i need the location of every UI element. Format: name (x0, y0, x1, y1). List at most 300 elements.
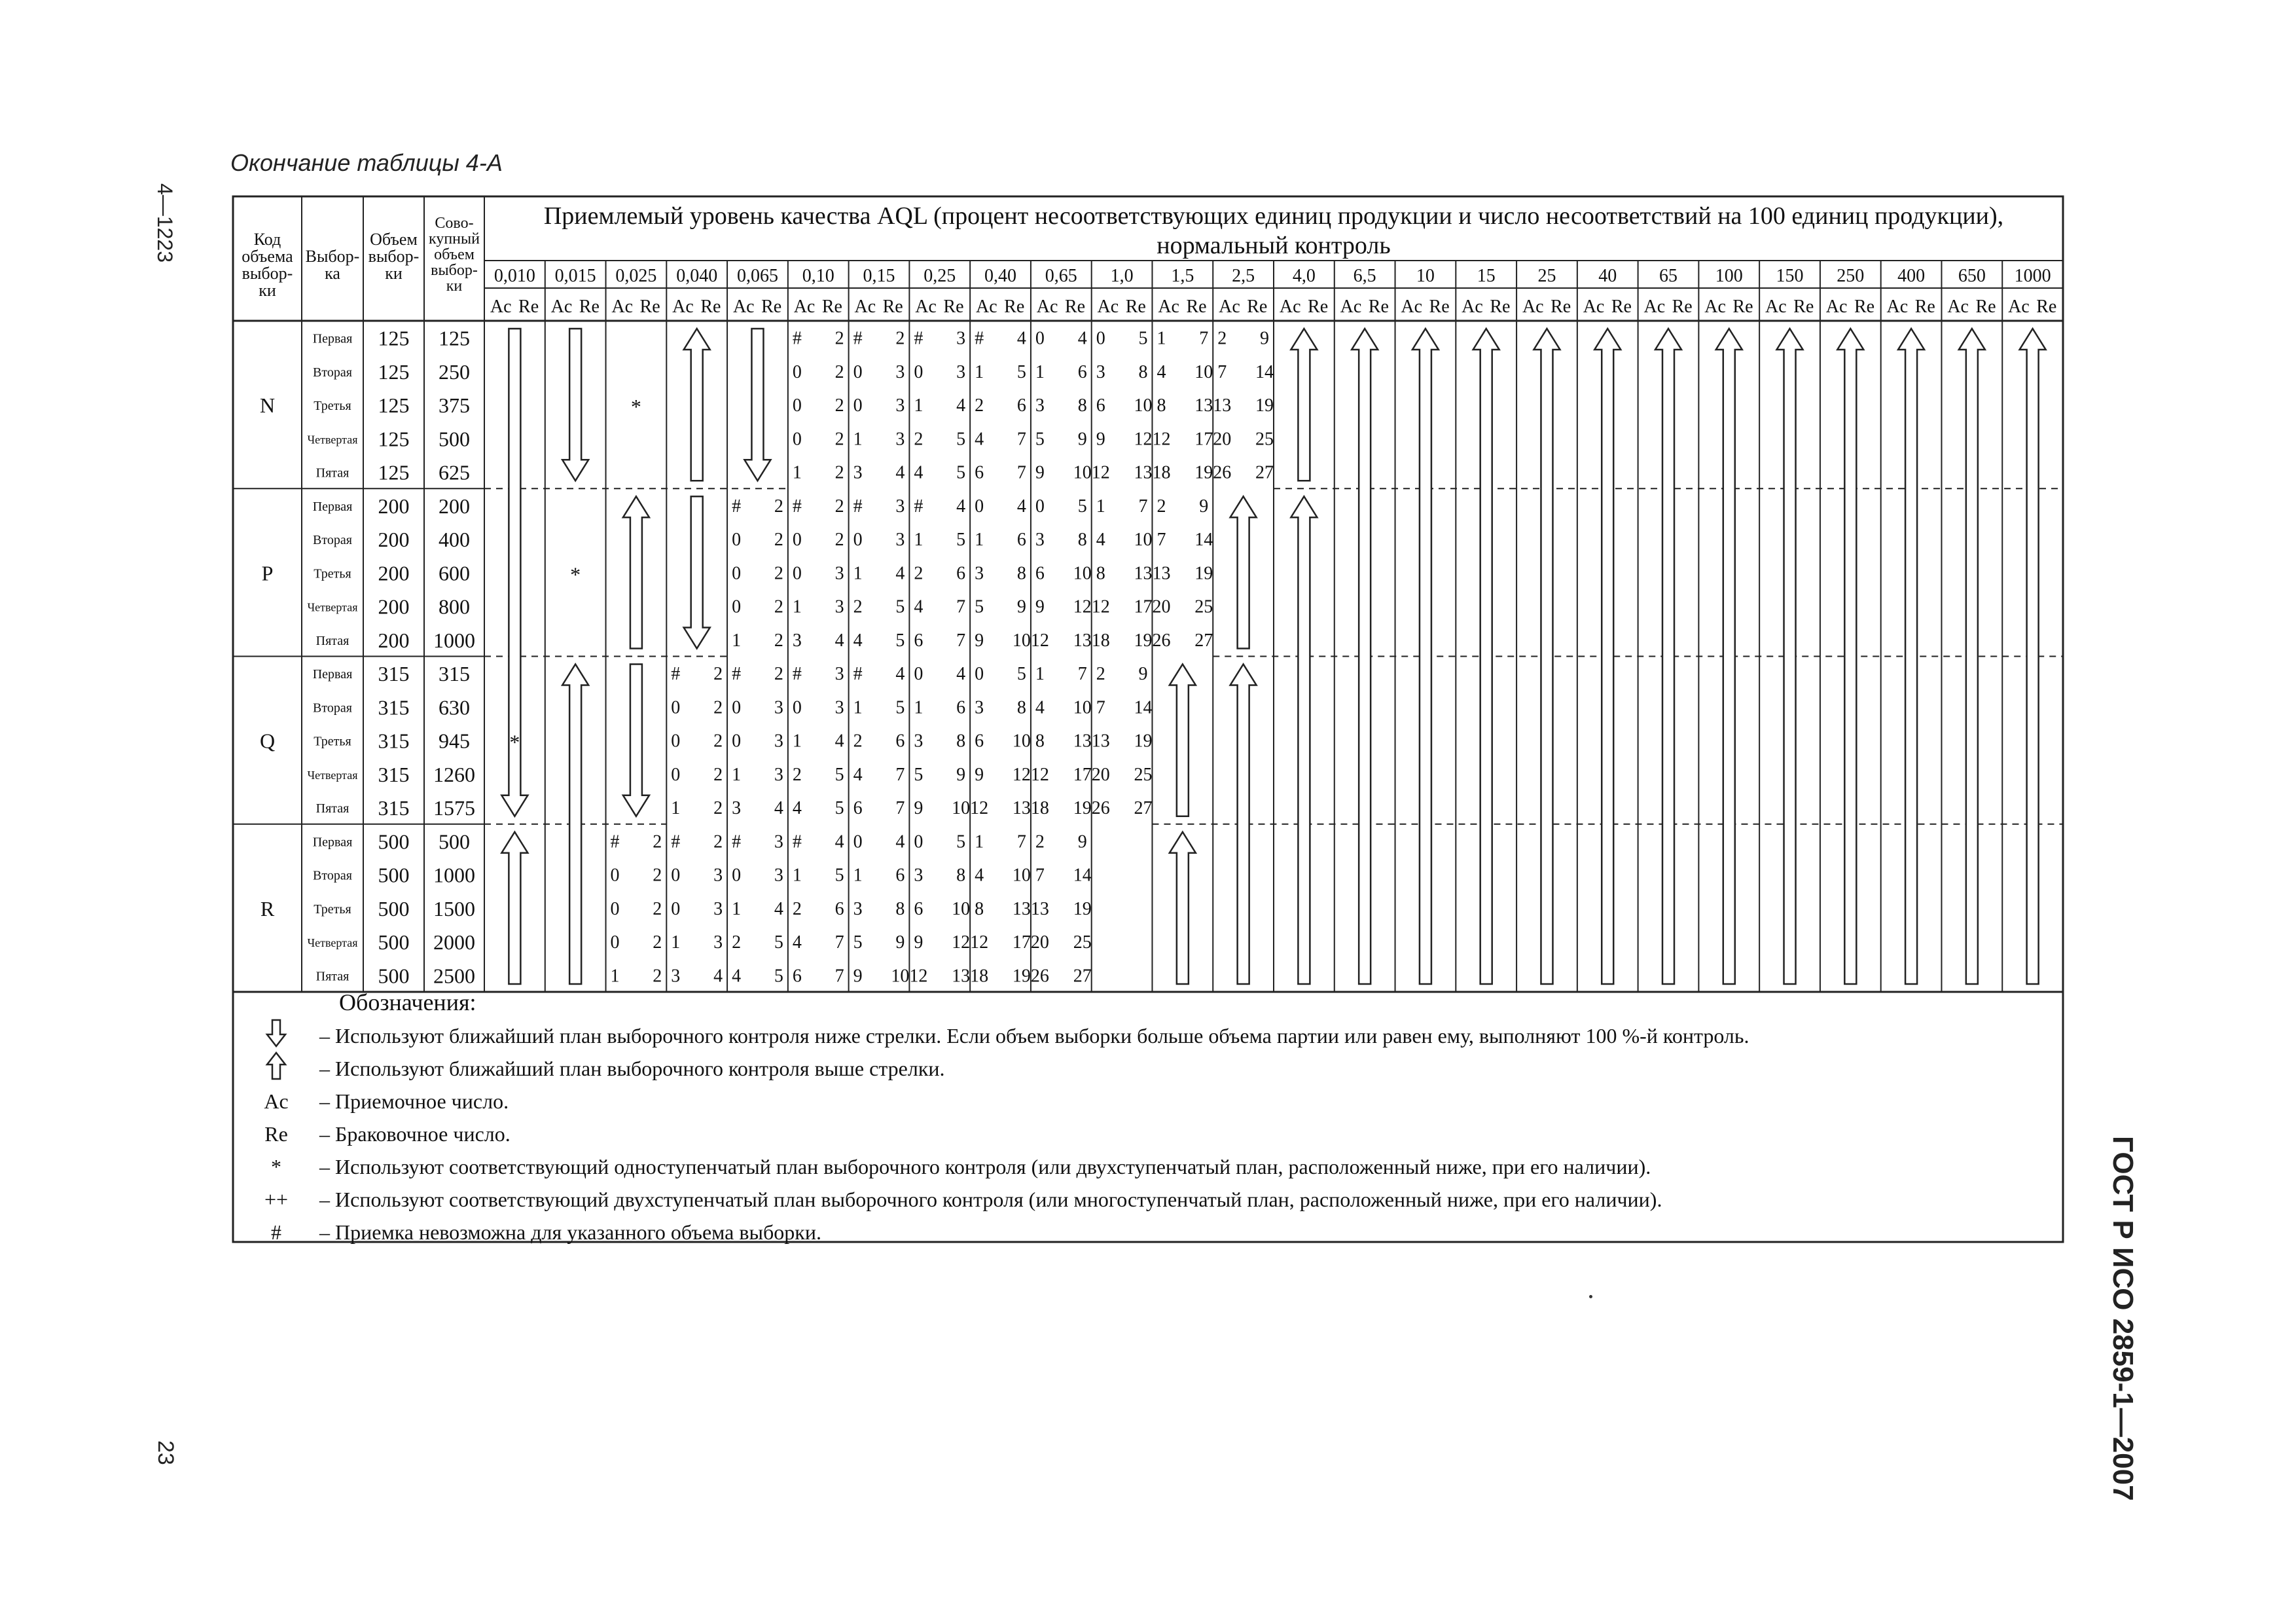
re-value: 7 (834, 932, 844, 953)
re-value: 5 (956, 462, 966, 483)
legend-item (233, 1085, 509, 1117)
re-value: 25 (1255, 429, 1274, 450)
ac-value: 18 (1152, 462, 1171, 483)
aql-level-11: 1,5 (1171, 266, 1194, 286)
re-label: Re (1004, 297, 1025, 317)
ac-value: 0 (914, 831, 924, 852)
ac-label: Ac (490, 297, 512, 317)
stray-dot (1589, 1295, 1592, 1298)
re-value: 3 (774, 865, 783, 886)
sample-label: Вторая (313, 533, 352, 548)
legend-symbol: ++ (264, 1187, 289, 1211)
re-value: 13 (1012, 798, 1031, 819)
ac-value: 12 (1091, 596, 1110, 617)
ac-value: 0 (732, 697, 742, 718)
head-code-label: ки (259, 281, 276, 300)
ac-value: 2 (914, 563, 924, 584)
ac-value: 1 (853, 563, 863, 584)
re-value: 4 (1077, 328, 1087, 349)
ac-value: 1 (914, 530, 924, 551)
aql-level-3: 0,040 (676, 266, 718, 286)
re-value: 9 (1077, 429, 1087, 450)
ac-value: 26 (1213, 462, 1232, 483)
ac-value: 3 (671, 966, 681, 987)
ac-value: 0 (671, 731, 681, 752)
ac-label: Ac (1158, 297, 1179, 317)
group-code-P: P (261, 561, 274, 585)
ac-value: 0 (671, 865, 681, 886)
re-value: 12 (1134, 429, 1153, 450)
re-value: 6 (895, 731, 905, 752)
ac-value: 3 (792, 630, 802, 651)
ac-value: 0 (975, 664, 984, 685)
table-caption: Окончание таблицы 4-А (230, 149, 503, 176)
aql-title-line2: нормальный контроль (1157, 232, 1391, 259)
sample-label: Первая (312, 331, 353, 346)
re-value: 9 (1077, 831, 1087, 852)
re-value: 2 (834, 530, 844, 551)
ac-value: 8 (1035, 731, 1045, 752)
arrow-down-icon (623, 665, 649, 816)
ac-value: 0 (610, 898, 620, 919)
ac-value: 20 (1213, 429, 1232, 450)
ac-value: # (671, 831, 681, 852)
ac-value: 2 (975, 395, 984, 416)
sample-label: Четвертая (307, 768, 358, 782)
re-value: 7 (956, 596, 966, 617)
ac-value: 4 (1157, 361, 1166, 382)
legend-text: – Приемка невозможна для указанного объема выборки. (319, 1220, 821, 1244)
re-label: Re (1793, 297, 1814, 317)
re-value: 6 (895, 865, 905, 886)
re-label: Re (639, 297, 660, 317)
head-cumulative-label: Сово- (435, 215, 474, 232)
ac-value: 13 (1152, 563, 1171, 584)
ac-value: 9 (853, 966, 863, 987)
sample-label: Пятая (315, 465, 350, 481)
ac-value: 0 (914, 664, 924, 685)
ac-label: Ac (1704, 297, 1726, 317)
page-number-text: 23 (153, 1440, 178, 1465)
re-value: 13 (1134, 462, 1153, 483)
re-value: 19 (1073, 798, 1092, 819)
sample-label: Вторая (313, 365, 352, 380)
sample-size: 315 (378, 729, 410, 753)
re-value: 2 (834, 395, 844, 416)
ac-value: 1 (732, 764, 742, 785)
ac-value: 1 (975, 831, 984, 852)
ac-value: 3 (1096, 361, 1105, 382)
re-value: 2 (713, 831, 723, 852)
cumulative-size: 1000 (433, 628, 475, 652)
ac-value: 6 (1096, 395, 1105, 416)
re-label: Re (1732, 297, 1753, 317)
sample-label: Первая (312, 835, 353, 850)
re-value: 8 (1077, 530, 1087, 551)
re-value: 6 (956, 563, 966, 584)
re-value: 4 (834, 831, 844, 852)
re-value: 27 (1073, 966, 1092, 987)
aql-level-10: 1,0 (1110, 266, 1134, 286)
head-size-label: ки (385, 264, 403, 283)
re-value: 8 (956, 865, 966, 886)
ac-value: 3 (853, 462, 863, 483)
ac-value: # (732, 831, 742, 852)
ac-value: 4 (792, 932, 802, 953)
aql-level-9: 0,65 (1045, 266, 1077, 286)
ac-label: Ac (732, 297, 755, 317)
re-value: 10 (952, 898, 971, 919)
re-value: 27 (1255, 462, 1274, 483)
sample-label: Третья (314, 902, 351, 917)
ac-value: 1 (732, 898, 742, 919)
re-value: 3 (774, 764, 783, 785)
ac-value: 4 (853, 764, 863, 785)
re-value: 25 (1134, 764, 1153, 785)
re-value: 10 (1073, 563, 1092, 584)
arrow-up-icon (501, 832, 528, 984)
legend-item (233, 1020, 1749, 1051)
ac-label: Ac (1036, 297, 1058, 317)
re-value: 10 (1134, 395, 1153, 416)
ac-label: Ac (1886, 297, 1909, 317)
ac-value: 1 (853, 697, 863, 718)
ac-value: 4 (792, 798, 802, 819)
ac-value: 0 (914, 361, 924, 382)
ac-value: 0 (610, 865, 620, 886)
ac-value: 1 (671, 798, 681, 819)
re-value: 19 (1073, 898, 1092, 919)
sample-label: Третья (314, 566, 351, 581)
left-page-code-text: 4—1223 (153, 183, 177, 263)
re-value: 3 (956, 328, 966, 349)
ac-value: # (610, 831, 620, 852)
arrow-down-icon (233, 1019, 319, 1053)
ac-value: 9 (1096, 429, 1105, 450)
single-plan-star: * (630, 395, 641, 419)
re-value: 10 (1012, 630, 1031, 651)
ac-value: # (732, 664, 742, 685)
aql-level-25: 1000 (2014, 266, 2051, 286)
re-value: 19 (1194, 563, 1213, 584)
cumulative-size: 500 (439, 427, 470, 451)
arrow-down-icon (684, 496, 710, 648)
re-value: 2 (774, 630, 783, 651)
sample-size: 125 (378, 427, 410, 451)
re-label: Re (761, 297, 782, 317)
re-value: 3 (895, 361, 905, 382)
sample-size: 315 (378, 796, 410, 820)
ac-value: 0 (1035, 328, 1045, 349)
head-code-label: объема (242, 247, 293, 266)
aql-level-20: 100 (1715, 266, 1743, 286)
sample-label: Третья (314, 399, 351, 414)
sample-label: Третья (314, 734, 351, 749)
re-value: 8 (956, 731, 966, 752)
ac-label: Ac (1643, 297, 1666, 317)
re-value: 4 (774, 798, 783, 819)
re-value: 2 (834, 496, 844, 517)
re-value: 7 (834, 966, 844, 987)
ac-value: 1 (1157, 328, 1166, 349)
cumulative-size: 630 (439, 695, 470, 720)
cumulative-size: 945 (439, 729, 470, 753)
re-value: 6 (834, 898, 844, 919)
ac-value: 1 (914, 395, 924, 416)
re-value: 17 (1194, 429, 1213, 450)
ac-value: 9 (975, 764, 984, 785)
head-size-label: Объем (370, 230, 418, 249)
re-value: 9 (1199, 496, 1209, 517)
ac-value: 7 (1035, 865, 1045, 886)
re-value: 13 (1134, 563, 1153, 584)
re-value: 10 (1073, 697, 1092, 718)
re-value: 3 (834, 563, 844, 584)
ac-value: 3 (1035, 395, 1045, 416)
cumulative-size: 375 (439, 393, 470, 418)
ac-value: 1 (792, 731, 802, 752)
re-label: Re (1914, 297, 1935, 317)
ac-value: 8 (1096, 563, 1105, 584)
re-value: 7 (1016, 429, 1026, 450)
re-value: 7 (1199, 328, 1209, 349)
re-label: Re (700, 297, 721, 317)
ac-value: 18 (1030, 798, 1049, 819)
re-value: 17 (1134, 596, 1153, 617)
ac-value: 12 (1030, 764, 1049, 785)
head-code-label: Код (253, 230, 281, 249)
re-value: 14 (1134, 697, 1153, 718)
sample-size: 315 (378, 762, 410, 786)
ac-value: 3 (975, 697, 984, 718)
ac-value: 2 (792, 898, 802, 919)
ac-value: 4 (1096, 530, 1105, 551)
ac-value: 2 (732, 932, 742, 953)
legend-text: – Используют ближайший план выборочного контроля выше стрелки. (319, 1056, 945, 1080)
aql-level-2: 0,025 (615, 266, 657, 286)
re-value: 5 (895, 596, 905, 617)
arrow-down-icon (562, 329, 588, 481)
re-label: Re (1854, 297, 1875, 317)
aql-level-1: 0,015 (554, 266, 596, 286)
ac-value: 1 (1035, 361, 1045, 382)
re-value: 3 (713, 898, 723, 919)
cumulative-size: 625 (439, 460, 470, 484)
sample-size: 500 (378, 964, 410, 988)
aql-level-21: 150 (1776, 266, 1804, 286)
re-value: 10 (1012, 865, 1031, 886)
ac-value: 2 (914, 429, 924, 450)
re-value: 8 (1138, 361, 1148, 382)
re-value: 12 (952, 932, 971, 953)
ac-value: 5 (975, 596, 984, 617)
ac-value: 0 (853, 361, 863, 382)
re-value: 4 (834, 630, 844, 651)
re-value: 3 (834, 664, 844, 685)
ac-value: 13 (1213, 395, 1232, 416)
re-label: Re (1551, 297, 1571, 317)
legend-item (233, 1184, 1662, 1215)
ac-value: 1 (792, 462, 802, 483)
ac-value: 0 (1096, 328, 1105, 349)
re-value: 5 (774, 932, 783, 953)
re-value: 3 (956, 361, 966, 382)
cumulative-size: 2500 (433, 964, 475, 988)
ac-value: 9 (914, 798, 924, 819)
ac-value: 0 (671, 697, 681, 718)
re-value: 5 (956, 831, 966, 852)
re-value: 4 (956, 664, 966, 685)
aql-level-22: 250 (1837, 266, 1865, 286)
re-value: 14 (1194, 530, 1213, 551)
legend-symbol: Re (264, 1122, 288, 1146)
cumulative-size: 315 (439, 662, 470, 686)
aql-level-24: 650 (1958, 266, 1986, 286)
ac-value: 0 (671, 898, 681, 919)
aql-level-6: 0,15 (863, 266, 895, 286)
ac-value: 20 (1091, 764, 1110, 785)
ac-label: Ac (2008, 297, 2030, 317)
ac-label: Ac (915, 297, 937, 317)
ac-label: Ac (1097, 297, 1119, 317)
ac-value: 0 (853, 831, 863, 852)
re-value: 4 (895, 831, 905, 852)
re-value: 14 (1255, 361, 1274, 382)
ac-value: 6 (975, 462, 984, 483)
re-value: 9 (895, 932, 905, 953)
ac-value: 0 (732, 563, 742, 584)
ac-value: 4 (914, 596, 924, 617)
re-value: 6 (1077, 361, 1087, 382)
re-value: 2 (653, 865, 662, 886)
re-label: Re (1429, 297, 1450, 317)
re-value: 10 (1012, 731, 1031, 752)
cumulative-size: 500 (439, 830, 470, 854)
aql-level-18: 40 (1598, 266, 1617, 286)
re-value: 8 (895, 898, 905, 919)
re-value: 3 (713, 865, 723, 886)
ac-value: # (732, 496, 742, 517)
ac-value: 8 (975, 898, 984, 919)
ac-value: 6 (914, 898, 924, 919)
re-value: 6 (1016, 530, 1026, 551)
aql-level-7: 0,25 (924, 266, 956, 286)
re-label: Re (882, 297, 903, 317)
re-value: 2 (774, 563, 783, 584)
sample-size: 200 (378, 561, 410, 585)
sample-size: 315 (378, 662, 410, 686)
ac-value: # (914, 328, 924, 349)
re-label: Re (579, 297, 600, 317)
re-value: 13 (1073, 731, 1092, 752)
re-value: 10 (891, 966, 910, 987)
re-value: 2 (713, 731, 723, 752)
re-value: 3 (834, 596, 844, 617)
ac-value: 1 (914, 697, 924, 718)
re-value: 2 (834, 462, 844, 483)
legend-symbol: # (271, 1220, 281, 1244)
re-value: 2 (895, 328, 905, 349)
ac-label: Ac (1825, 297, 1848, 317)
sample-size: 315 (378, 695, 410, 720)
cumulative-size: 200 (439, 494, 470, 518)
ac-value: 0 (732, 530, 742, 551)
re-value: 7 (1077, 664, 1087, 685)
ac-label: Ac (1219, 297, 1240, 317)
head-size-label: выбор- (368, 247, 420, 266)
re-value: 17 (1012, 932, 1031, 953)
re-value: 2 (834, 361, 844, 382)
cumulative-size: 1500 (433, 896, 475, 921)
aql-level-16: 15 (1477, 266, 1496, 286)
ac-value: 5 (1035, 429, 1045, 450)
ac-value: 13 (1030, 898, 1049, 919)
re-label: Re (518, 297, 539, 317)
arrow-up-icon (1291, 329, 1317, 481)
arrow-up-icon (1230, 496, 1257, 648)
ac-value: # (792, 831, 802, 852)
ac-value: # (671, 664, 681, 685)
ac-value: 12 (1091, 462, 1110, 483)
re-value: 10 (1134, 530, 1153, 551)
ac-value: 0 (792, 563, 802, 584)
re-value: 4 (895, 462, 905, 483)
ac-value: 2 (853, 596, 863, 617)
aql-level-17: 25 (1537, 266, 1556, 286)
re-label: Re (1125, 297, 1146, 317)
re-value: 5 (1016, 361, 1026, 382)
ac-value: 12 (1030, 630, 1049, 651)
ac-label: Ac (1340, 297, 1362, 317)
sample-size: 200 (378, 494, 410, 518)
ac-value: 0 (671, 764, 681, 785)
ac-value: 0 (792, 530, 802, 551)
re-value: 13 (952, 966, 971, 987)
re-value: 2 (834, 429, 844, 450)
ac-value: 2 (853, 731, 863, 752)
ac-value: 0 (732, 731, 742, 752)
cumulative-size: 600 (439, 561, 470, 585)
re-value: 10 (952, 798, 971, 819)
re-value: 12 (1012, 764, 1031, 785)
ac-label: Ac (854, 297, 876, 317)
ac-value: 4 (914, 462, 924, 483)
legend-item (233, 1118, 511, 1150)
group-code-Q: Q (259, 729, 276, 753)
ac-label: Ac (1401, 297, 1423, 317)
ac-value: 1 (610, 966, 620, 987)
head-cumulative-label: объем (434, 246, 475, 263)
re-value: 12 (1073, 596, 1092, 617)
ac-value: 12 (909, 966, 928, 987)
re-label: Re (1611, 297, 1632, 317)
ac-value: 4 (732, 966, 742, 987)
standard-name-text: ГОСТ Р ИСО 2859-1—2007 (2107, 1136, 2139, 1501)
sample-label: Четвертая (307, 600, 358, 614)
re-value: 3 (774, 697, 783, 718)
re-label: Re (1064, 297, 1086, 317)
cumulative-size: 1575 (433, 796, 475, 820)
ac-value: 3 (732, 798, 742, 819)
group-code-N: N (259, 393, 276, 418)
sample-label: Четвертая (307, 936, 358, 950)
ac-value: 6 (914, 630, 924, 651)
ac-value: 3 (1035, 530, 1045, 551)
head-sample-label: Выбор- (305, 247, 360, 266)
ac-value: 12 (970, 932, 989, 953)
re-value: 5 (1138, 328, 1148, 349)
re-label: Re (1247, 297, 1268, 317)
